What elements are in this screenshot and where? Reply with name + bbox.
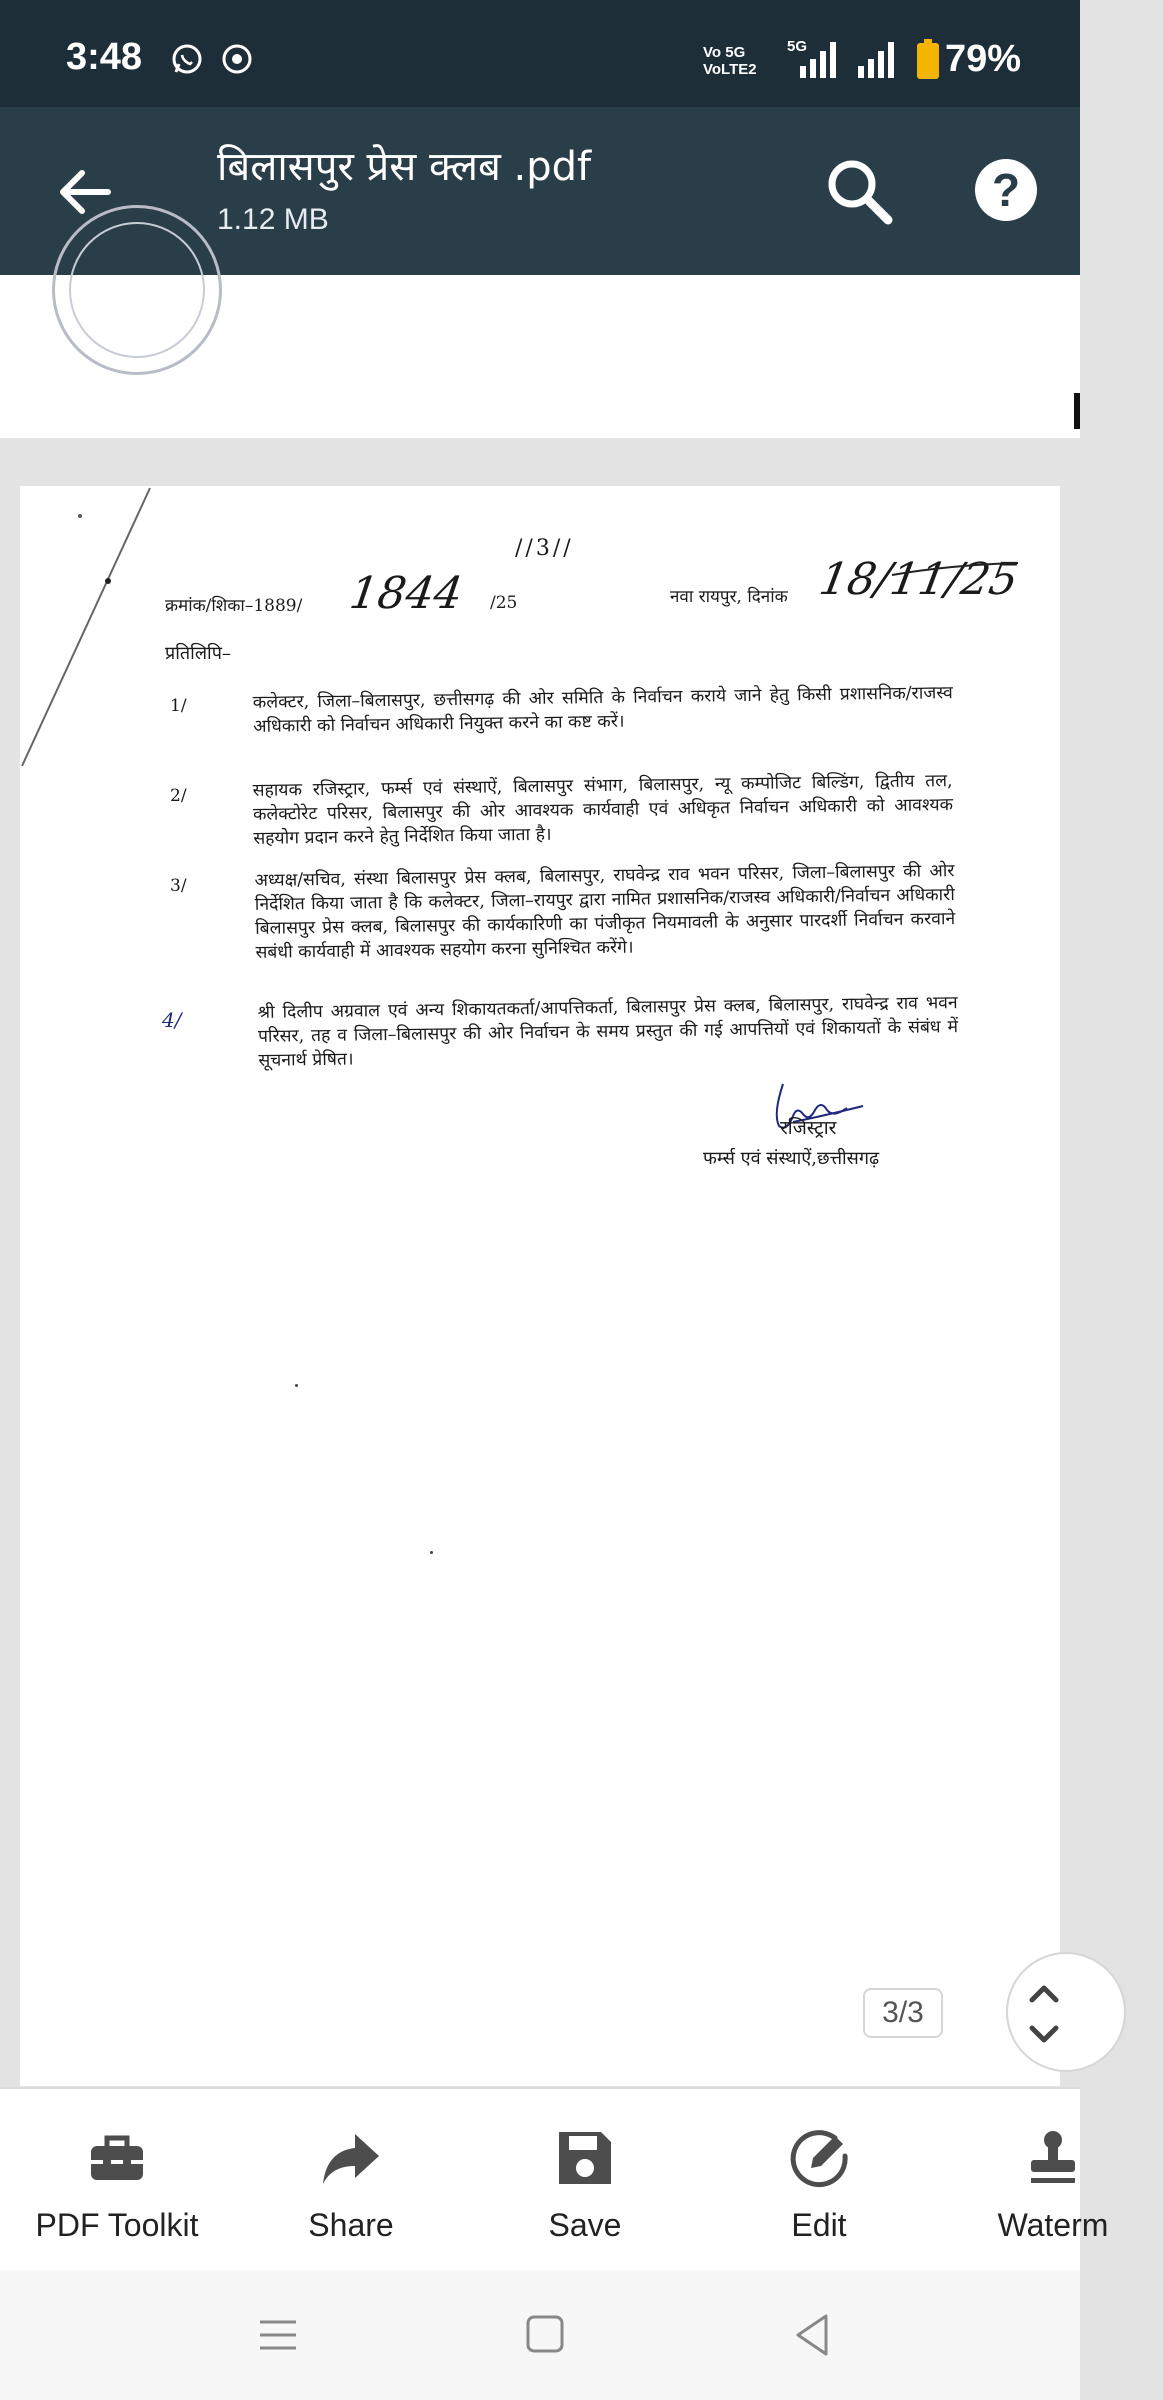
pdf-page xyxy=(20,486,1060,2086)
recent-apps-icon[interactable] xyxy=(248,2310,308,2360)
battery-icon xyxy=(917,43,939,79)
tool-label: Edit xyxy=(791,2207,847,2243)
network-label: Vo 5G VoLTE2 xyxy=(703,44,757,78)
signatory-title: रजिस्ट्रार xyxy=(780,1117,837,1139)
previous-page-bottom xyxy=(0,275,1080,438)
edit-pencil-icon xyxy=(787,2126,851,2190)
signatory-department: फर्म्स एवं संस्थाऐं,छत्तीसगढ़ xyxy=(703,1148,880,1169)
signal-icon xyxy=(856,42,900,78)
scan-speck xyxy=(430,1551,433,1554)
scan-line-mark xyxy=(20,486,160,776)
document-viewer[interactable] xyxy=(0,275,1080,2087)
watermark-stamp-icon xyxy=(1021,2126,1085,2190)
tool-label: Share xyxy=(308,2207,394,2243)
search-icon[interactable] xyxy=(820,152,900,232)
back-triangle-icon[interactable] xyxy=(782,2310,842,2360)
toolbox-icon xyxy=(85,2126,149,2190)
help-button[interactable] xyxy=(975,159,1037,221)
tool-label: PDF Toolkit xyxy=(35,2207,199,2243)
share-arrow-icon xyxy=(319,2126,383,2190)
reference-number-handwritten: 1844 xyxy=(346,568,466,619)
reference-label: क्रमांक/शिका–1889/ xyxy=(165,596,303,616)
scan-speck xyxy=(295,1384,298,1387)
item-number: 3/ xyxy=(170,876,187,896)
chevron-up-down-icon xyxy=(1024,1976,1064,2052)
seal-stamp-icon xyxy=(52,205,222,375)
place-date-label: नवा रायपुर, दिनांक xyxy=(670,587,788,607)
item-number: 2/ xyxy=(170,786,187,806)
help-question-icon: ? xyxy=(991,164,1021,216)
bottom-toolbar xyxy=(0,2087,1109,2270)
whatsapp-icon xyxy=(170,42,204,76)
item-text: सहायक रजिस्ट्रार, फर्म्स एवं संस्थाऐं, बिलासपुर संभाग, बिलासपुर, न्यू कम्पोजिट बिल्डिंग, द्वितीय तल, कलेक्टोरेट परिसर, बिलासपुर की ओर आवश्यक कार्यवाही एवं अधिकृत निर्वाचन अधिकारी को आवश्यक सहयोग प्रदान करने हेतु निर्देशित किया जाता है। xyxy=(252,771,954,849)
edit-button[interactable] xyxy=(709,2089,929,2272)
item-text: श्री दिलीप अग्रवाल एवं अन्य शिकायतकर्ता/आपत्तिकर्ता, बिलासपुर प्रेस क्लब, बिलासपुर, राघवेन्द्र राव भवन परिसर, तह व जिला–बिलासपुर की ओर निर्वाचन के समय प्रस्तुत की गई आपत्तियों एवं शिकायतों के संबंध में सूचनार्थ प्रेषित। xyxy=(257,993,959,1071)
tool-label: Waterm xyxy=(997,2207,1109,2243)
page-edge-mark xyxy=(1074,393,1080,429)
watermark-button[interactable] xyxy=(943,2089,1163,2272)
item-number: 1/ xyxy=(170,696,187,716)
reference-year: /25 xyxy=(490,593,518,613)
network-type: 5G xyxy=(787,38,808,55)
save-button[interactable] xyxy=(475,2089,695,2272)
file-title: बिलासपुर प्रेस क्लब .pdf xyxy=(217,144,592,190)
signal-icon xyxy=(798,42,842,78)
copy-to-label: प्रतिलिपि– xyxy=(165,643,231,664)
chrome-icon xyxy=(220,42,254,76)
date-handwritten: 18/11/25 xyxy=(815,554,1023,605)
status-time: 3:48 xyxy=(66,36,143,78)
date-underline xyxy=(890,561,1020,581)
page-indicator: 3/3 xyxy=(863,1988,943,2038)
item-text: अध्यक्ष/सचिव, संस्था बिलासपुर प्रेस क्लब, बिलासपुर, राघवेन्द्र राव भवन परिसर, जिला–बिलासपुर की ओर निर्देशित किया जाता है कि कलेक्टर, जिला–रायपुर द्वारा नामित प्रशासनिक/राजस्व अधिकारी/निर्वाचन अधिकारी बिलासपुर प्रेस क्लब, बिलासपुर की कार्यकारिणी का पंजीकृत नियमावली के अनुसार पारदर्शी निर्वाचन करवाने सबंधी कार्यवाही में आवश्यक सहयोग करना सुनिश्चित करेंगे। xyxy=(254,861,956,963)
share-button[interactable] xyxy=(241,2089,461,2272)
battery-percent: 79% xyxy=(945,38,1022,80)
pdf-toolkit-button[interactable] xyxy=(7,2089,227,2272)
home-icon[interactable] xyxy=(515,2310,575,2360)
save-disk-icon xyxy=(553,2126,617,2190)
item-text: कलेक्टर, जिला–बिलासपुर, छत्तीसगढ़ की ओर समिति के निर्वाचन कराये जाने हेतु किसी प्रशासनिक/राजस्व अधिकारी को निर्वाचन अधिकारी नियुक्त करने का कष्ट करें। xyxy=(252,683,953,737)
page-navigation-button[interactable] xyxy=(1006,1952,1126,2072)
page-number-mark: //3// xyxy=(515,536,574,561)
tool-label: Save xyxy=(548,2207,622,2243)
file-size: 1.12 MB xyxy=(217,203,329,236)
system-navigation-bar xyxy=(0,2270,1080,2400)
item-number: 4/ xyxy=(162,1008,182,1032)
status-bar xyxy=(0,0,1080,107)
